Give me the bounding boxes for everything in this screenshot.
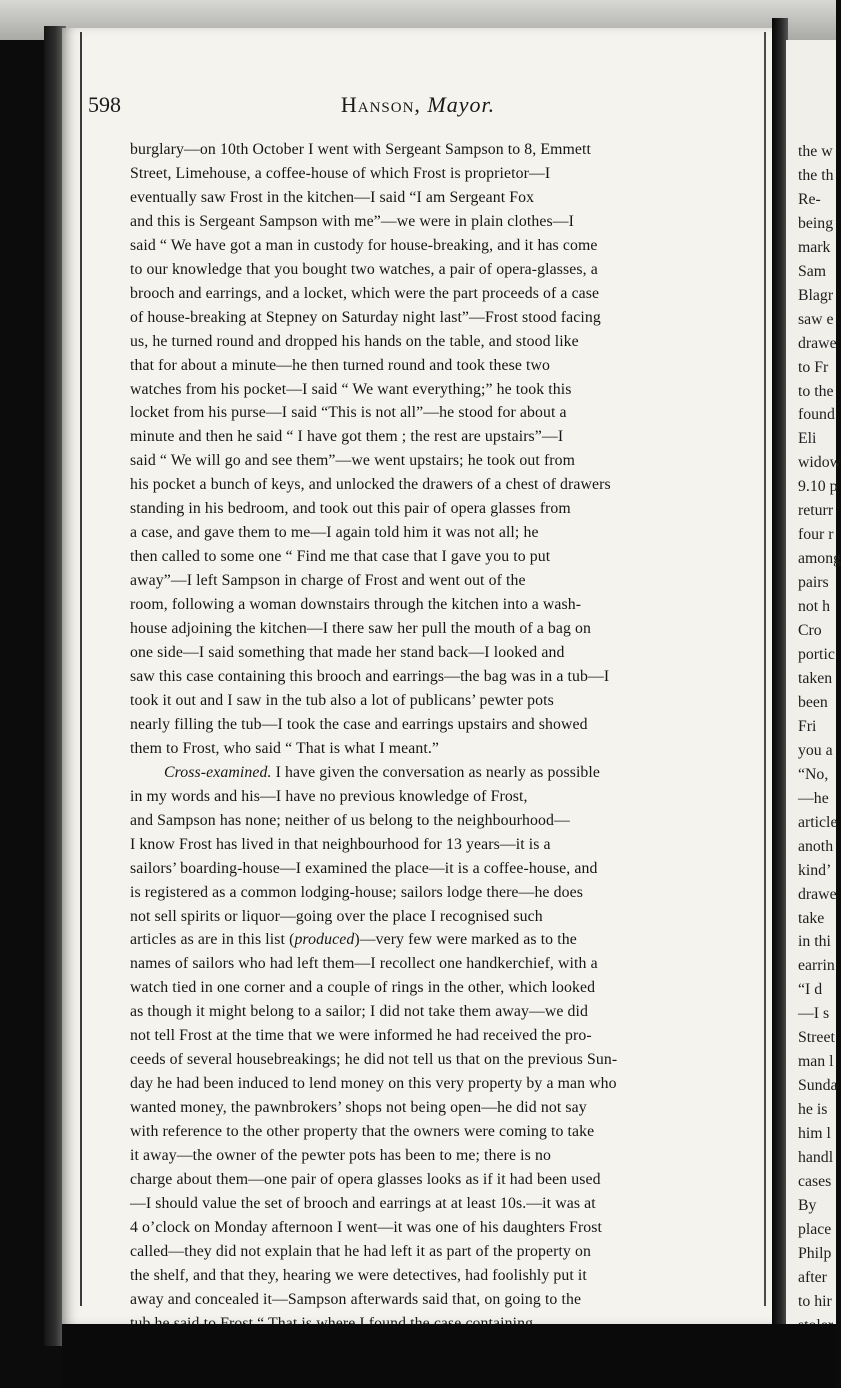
text-line: house adjoining the kitchen—I there saw her pull the mouth of a bag on <box>130 620 592 638</box>
text-line: wanted money, the pawnbrokers’ shops not being open—he did not say <box>130 1099 587 1117</box>
text-line: not sell spirits or liquor—going over the place I recognised such <box>130 907 543 925</box>
text-line: sailors’ boarding-house—I examined the place—it is a coffee-house, and <box>130 859 598 877</box>
facing-page-line: By <box>798 1196 817 1214</box>
facing-page-line: man l <box>798 1053 834 1071</box>
text-line: that for about a minute—he then turned round and took these two <box>130 356 550 374</box>
text-line: I know Frost has lived in that neighbourhood for 13 years—it is a <box>130 835 551 853</box>
facing-page-line: cases <box>798 1172 832 1190</box>
page-header <box>88 70 748 117</box>
text-line: standing in his bedroom, and took out this pair of opera glasses from <box>130 500 571 518</box>
text-line: —I should value the set of brooch and earrings at at least 10s.—it was at <box>130 1194 596 1212</box>
running-head-name: Hanson, <box>340 92 421 117</box>
facing-page-line: returr <box>798 502 834 520</box>
running-head <box>88 92 748 118</box>
facing-page-line: Sunda <box>798 1077 838 1095</box>
text-line: said “ We have got a man in custody for house-breaking, and it has come <box>130 236 598 254</box>
facing-page-line: Cro <box>798 622 822 640</box>
text-line: away”—I left Sampson in charge of Frost and went out of the <box>130 572 526 590</box>
text-line: not tell Frost at the time that we were informed he had received the pro- <box>130 1027 592 1045</box>
text-line: away and concealed it—Sampson afterwards said that, on going to the <box>130 1290 582 1308</box>
facing-page-line: article <box>798 813 838 831</box>
text-line: 4 o’clock on Monday afternoon I went—it was one of his daughters Frost <box>130 1218 603 1236</box>
facing-page-line: earrin <box>798 957 835 975</box>
facing-page-line: not h <box>798 598 831 616</box>
text-line <box>130 928 764 952</box>
facing-page-line: he is <box>798 1101 828 1119</box>
facing-page-line: after <box>798 1268 827 1286</box>
facing-page-line: you a <box>798 741 833 759</box>
facing-page-line: drawe <box>798 885 837 903</box>
produced-word: produced <box>294 931 355 949</box>
text-line: charge about them—one pair of opera glasses looks as if it had been used <box>130 1170 601 1188</box>
text-line: with reference to the other property that the owners were coming to take <box>130 1123 595 1141</box>
text-line: then called to some one “ Find me that case that I gave you to put <box>130 548 551 566</box>
text-line: minute and then he said “ I have got them ; the rest are upstairs”—I <box>130 428 564 446</box>
facing-page-line: among <box>798 550 841 568</box>
facing-page-line: drawe <box>798 334 837 352</box>
text-fragment: articles as are in this list ( <box>130 931 295 949</box>
text-line: is registered as a common lodging-house; sailors lodge there—he does <box>130 883 583 901</box>
page-number: 598 <box>88 92 121 117</box>
facing-page-line: kind’ <box>798 861 832 879</box>
text-line: it away—the owner of the pewter pots has been to me; there is no <box>130 1147 551 1165</box>
facing-page-line: taken <box>798 669 833 687</box>
text-line: said “ We will go and see them”—we went upstairs; he took out from <box>130 452 576 470</box>
text-line: burglary—on 10th October I went with Sergeant Sampson to 8, Emmett <box>130 141 591 158</box>
text-line: watch tied in one corner and a couple of rings in the other, which looked <box>130 979 596 997</box>
cross-examined-label: Cross-examined. <box>164 763 272 781</box>
text-line: his pocket a bunch of keys, and unlocked the drawers of a chest of drawers <box>130 476 611 494</box>
cross-examination-text: I have given the conversation as nearly as possible <box>271 763 601 781</box>
facing-page-line: pairs <box>798 574 829 592</box>
facing-page-line: Eli <box>798 430 817 448</box>
text-line: a case, and gave them to me—I again told him it was not all; he <box>130 524 539 542</box>
text-line: called—they did not explain that he had left it as part of the property on <box>130 1242 591 1260</box>
cross-examination-line <box>130 761 764 785</box>
facing-page-line: been <box>798 693 828 711</box>
facing-page-line: to the <box>798 382 834 400</box>
facing-page-line: “No, <box>798 765 829 783</box>
facing-page-line: “I d <box>798 981 823 999</box>
text-line: brooch and earrings, and a locket, which were the part proceeds of a case <box>130 284 600 302</box>
text-line: and this is Sergeant Sampson with me”—we were in plain clothes—I <box>130 212 574 230</box>
text-line: the shelf, and that they, hearing we were detectives, had foolishly put it <box>130 1266 587 1284</box>
text-line: nearly filling the tub—I took the case and earrings upstairs and showed <box>130 715 588 733</box>
facing-page-line: the w <box>798 143 833 160</box>
facing-page-line: Fri <box>798 717 817 735</box>
facing-page-line: to hir <box>798 1292 832 1310</box>
text-line: Street, Limehouse, a coffee-house of which Frost is proprietor—I <box>130 164 551 182</box>
facing-page-line: Street <box>798 1029 835 1047</box>
text-line: as though it might belong to a sailor; I did not take them away—we did <box>130 1003 589 1021</box>
facing-page-line: to Fr <box>798 358 829 376</box>
facing-page-line: Sam <box>798 262 827 280</box>
facing-page-line: the th <box>798 166 834 184</box>
facing-page-line: portic <box>798 646 835 664</box>
text-line: in my words and his—I have no previous knowledge of Frost, <box>130 787 528 805</box>
text-line: room, following a woman downstairs through the kitchen into a wash- <box>130 596 582 614</box>
facing-page-line: Philp <box>798 1244 832 1262</box>
text-line: eventually saw Frost in the kitchen—I said “I am Sergeant Fox <box>130 188 535 206</box>
text-line: ceeds of several housebreakings; he did not tell us that on the previous Sun- <box>130 1051 618 1069</box>
testimony-text <box>130 138 764 1384</box>
facing-page-line: mark <box>798 238 831 256</box>
text-line: saw this case containing this brooch and earrings—the bag was in a tub—I <box>130 667 610 685</box>
facing-page-line: anoth <box>798 837 834 855</box>
text-line: and Sampson has none; neither of us belong to the neighbourhood— <box>130 811 570 829</box>
facing-page-line: —he <box>798 789 829 807</box>
facing-page-line: —I s <box>798 1005 830 1023</box>
text-line: of house-breaking at Stepney on Saturday night last”—Frost stood facing <box>130 308 601 326</box>
facing-page-line: 9.10 p <box>798 478 838 496</box>
facing-page-line: place <box>798 1220 832 1238</box>
scan-bottom-edge <box>62 1324 836 1388</box>
facing-page-line: four r <box>798 526 834 544</box>
text-line: took it out and I saw in the tub also a lot of publicans’ pewter pots <box>130 691 554 709</box>
text-line: to our knowledge that you bought two watches, a pair of opera-glasses, a <box>130 260 598 278</box>
facing-page-line: Blagr <box>798 286 834 304</box>
text-line: us, he turned round and dropped his hands on the table, and stood like <box>130 332 579 350</box>
facing-page-line: handl <box>798 1149 834 1167</box>
facing-page-line: Re- <box>798 190 821 208</box>
facing-page-line: widow <box>798 454 841 472</box>
text-line: locket from his purse—I said “This is not all”—he stood for about a <box>130 404 567 422</box>
text-fragment: )—very few were marked as to the <box>354 931 577 949</box>
facing-page-line: found <box>798 406 835 424</box>
facing-page-text <box>798 140 841 1386</box>
text-line: one side—I said something that made her stand back—I looked and <box>130 644 565 662</box>
facing-page-line: being <box>798 214 834 232</box>
facing-page-line: in thi <box>798 933 831 951</box>
facing-page-line: saw e <box>798 310 834 328</box>
running-head-role: Mayor. <box>427 92 496 117</box>
facing-page-line: him l <box>798 1125 831 1143</box>
text-line: watches from his pocket—I said “ We want everything;” he took this <box>130 380 572 398</box>
text-line: day he had been induced to lend money on this very property by a man who <box>130 1075 617 1093</box>
facing-page-line: take <box>798 909 825 927</box>
text-line: them to Frost, who said “ That is what I meant.” <box>130 739 439 757</box>
text-line: names of sailors who had left them—I recollect one handkerchief, with a <box>130 955 598 973</box>
